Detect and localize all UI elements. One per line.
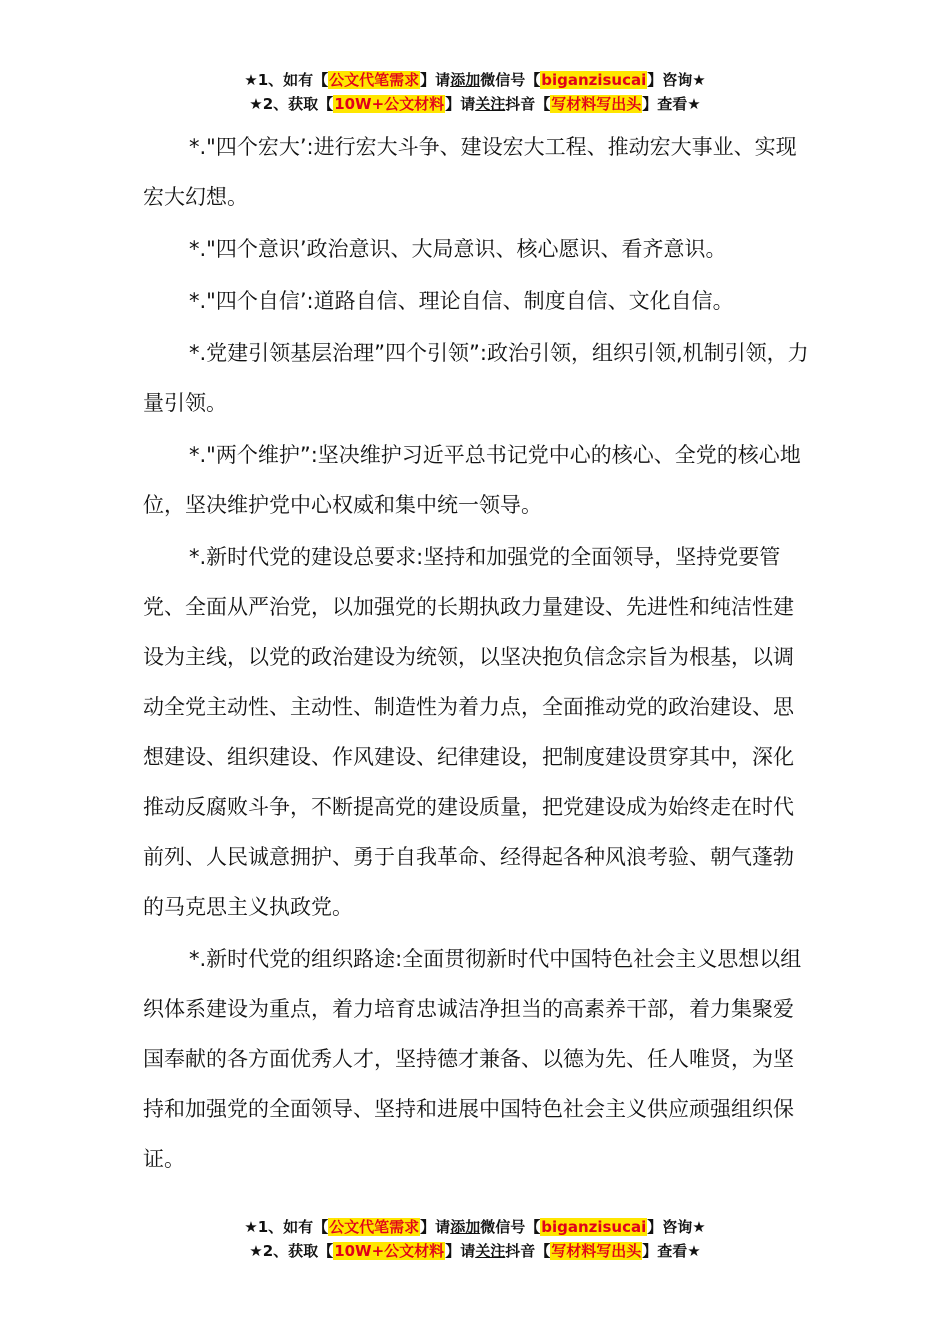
highlight-service: 公文代笔需求 <box>329 1218 420 1236</box>
highlight-service: 公文代笔需求 <box>329 71 420 89</box>
highlight-douyin-account: 写材料写出头 <box>551 1242 642 1260</box>
document-body <box>143 122 811 1186</box>
paragraph: *."四个意识’政治意识、大局意识、核心愿识、看齐意识。 <box>189 237 727 261</box>
paragraph: *."两个维护”:坚决维护习近平总书记党中心的核心、全党的核心地位，坚决维护党中心权威和集中统一领导。 <box>143 443 801 517</box>
highlight-materials: 10W+公文材料 <box>334 1242 445 1260</box>
promo-line-2: ★2、获取【10W+公文材料】请关注抖音【写材料写出头】查看★ <box>249 95 701 113</box>
highlight-wechat-id: biganzisucai <box>541 1218 647 1236</box>
bottom-promo-banner <box>0 1215 950 1263</box>
promo-line-1: ★1、如有【公文代笔需求】请添加微信号【biganzisucai】咨询★ <box>244 71 706 89</box>
paragraph: *."四个宏大’:进行宏大斗争、建设宏大工程、推动宏大事业、实现宏大幻想。 <box>143 135 797 209</box>
paragraph: *.新时代党的组织路途:全面贯彻新时代中国特色社会主义思想以组织体系建设为重点，着力培育忠诚洁净担当的高素养干部，着力集聚爱国奉献的各方面优秀人才，坚持德才兼备、以德为先、任人唯贤，为坚持和加强党的全面领导、坚持和进展中国特色社会主义供应顽强组织保证。 <box>143 947 802 1171</box>
paragraph: *.党建引领基层治理”四个引领”:政治引领，组织引领,机制引领，力量引领。 <box>143 341 809 415</box>
highlight-wechat-id: biganzisucai <box>541 71 647 89</box>
top-promo-banner <box>0 68 950 116</box>
highlight-materials: 10W+公文材料 <box>334 95 445 113</box>
paragraph: *."四个自信’:道路自信、理论自信、制度自信、文化自信。 <box>189 289 734 313</box>
promo-line-1: ★1、如有【公文代笔需求】请添加微信号【biganzisucai】咨询★ <box>244 1218 706 1236</box>
paragraph: *.新时代党的建设总要求:坚持和加强党的全面领导，坚持党要管党、全面从严治党，以加强党的长期执政力量建设、先进性和纯洁性建设为主线，以党的政治建设为统领，以坚决抱负信念宗旨为根基，以调动全党主动性、主动性、制造性为着力点，全面推动党的政治建设、思想建设、组织建设、作风建设、纪律建设，把制度建设贯穿其中，深化推动反腐败斗争，不断提高党的建设质量，把党建设成为始终走在时代前列、人民诚意拥护、勇于自我革命、经得起各种风浪考验、朝气蓬勃的马克思主义执政党。 <box>143 545 794 919</box>
promo-line-2: ★2、获取【10W+公文材料】请关注抖音【写材料写出头】查看★ <box>249 1242 701 1260</box>
highlight-douyin-account: 写材料写出头 <box>551 95 642 113</box>
